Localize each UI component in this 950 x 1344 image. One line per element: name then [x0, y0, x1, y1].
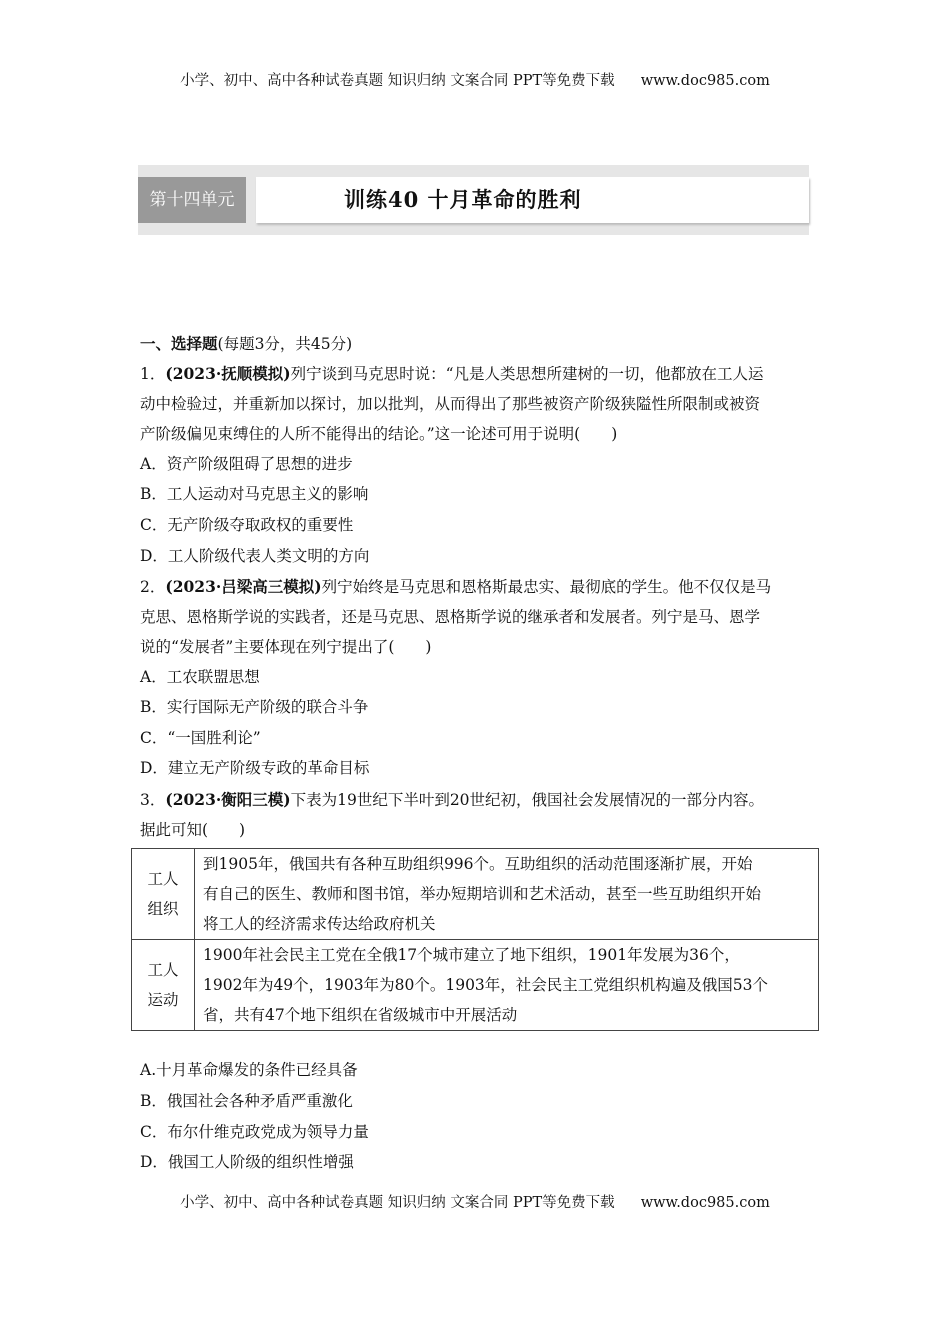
unit-label: 第十四单元	[138, 177, 246, 223]
option-d: D．工人阶级代表人类文明的方向	[140, 547, 370, 565]
row-content	[195, 940, 819, 1031]
q-num: 3．	[140, 791, 166, 809]
unit-banner	[138, 165, 809, 235]
q-source: (2023·吕梁高三模拟)	[165, 577, 322, 596]
option-b: B．工人运动对马克思主义的影响	[140, 485, 369, 503]
cell-line: 1902年为49个，1903年为80个。1903年，社会民主工党组织机构遍及俄国53个	[203, 976, 769, 994]
header-site-link[interactable]: www.doc985.com	[640, 73, 770, 89]
q-num: 1．	[140, 365, 166, 383]
q-source: (2023·抚顺模拟)	[165, 364, 291, 383]
question-1-line	[140, 364, 764, 384]
option-d: D．建立无产阶级专政的革命目标	[140, 759, 370, 777]
question-2-line	[140, 577, 771, 597]
option-d: D．俄国工人阶级的组织性增强	[140, 1153, 354, 1171]
cell-line: 将工人的经济需求传达给政府机关	[203, 915, 436, 933]
cell-line: 有自己的医生、教师和图书馆，举办短期培训和艺术活动，甚至一些互助组织开始	[203, 885, 762, 903]
q-text: 动中检验过，并重新加以探讨，加以批判，从而得出了那些被资产阶级狭隘性所限制或被资	[140, 395, 761, 413]
cell-line: 到1905年，俄国共有各种互助组织996个。互助组织的活动范围逐渐扩展，开始	[203, 855, 753, 873]
table-row	[132, 849, 819, 940]
footer-site-link[interactable]: www.doc985.com	[640, 1195, 770, 1211]
page-header	[0, 69, 950, 90]
q-text: 产阶级偏见束缚住的人所不能得出的结论。”这一论述可用于说明( )	[140, 425, 618, 443]
section-note: (每题3分，共45分)	[217, 335, 353, 353]
q-num: 2．	[140, 578, 166, 596]
page-footer	[0, 1191, 950, 1212]
q-text: 说的“发展者”主要体现在列宁提出了( )	[140, 638, 432, 656]
header-text: 小学、初中、高中各种试卷真题 知识归纳 文案合同 PPT等免费下载	[180, 73, 615, 89]
row-header-line: 工人	[147, 870, 179, 888]
option-c: C．布尔什维克政党成为领导力量	[140, 1123, 369, 1141]
q-text: 列宁始终是马克思和恩格斯最忠实、最彻底的学生。他不仅仅是马	[321, 578, 772, 596]
row-header-line: 工人	[147, 961, 179, 979]
option-b: B．实行国际无产阶级的联合斗争	[140, 698, 369, 716]
page-title: 训练40 十月革命的胜利	[344, 187, 582, 212]
row-content	[195, 849, 819, 940]
option-c: C．无产阶级夺取政权的重要性	[140, 516, 354, 534]
cell-line: 1900年社会民主工党在全俄17个城市建立了地下组织，1901年发展为36个，	[203, 946, 740, 964]
option-a: A．工农联盟思想	[140, 668, 260, 686]
row-header	[132, 849, 195, 940]
section-title: 一、选择题	[140, 334, 218, 353]
row-header-line: 运动	[147, 991, 179, 1009]
q-text: 列宁谈到马克思时说：“凡是人类思想所建树的一切，他都放在工人运	[290, 365, 764, 383]
row-header-line: 组织	[147, 900, 179, 918]
data-table	[131, 848, 819, 1031]
question-3-line	[140, 790, 764, 810]
section-heading	[140, 334, 352, 354]
option-b: B．俄国社会各种矛盾严重激化	[140, 1092, 353, 1110]
option-a: A.十月革命爆发的条件已经具备	[140, 1061, 358, 1079]
table-row	[132, 940, 819, 1031]
cell-line: 省，共有47个地下组织在省级城市中开展活动	[203, 1006, 518, 1024]
q-text: 克思、恩格斯学说的实践者，还是马克思、恩格斯学说的继承者和发展者。列宁是马、恩学	[140, 608, 761, 626]
option-c: C．“一国胜利论”	[140, 729, 261, 747]
q-text: 下表为19世纪下半叶到20世纪初，俄国社会发展情况的一部分内容。	[290, 791, 765, 809]
title-box	[256, 177, 809, 223]
row-header	[132, 940, 195, 1031]
option-a: A．资产阶级阻碍了思想的进步	[140, 455, 353, 473]
footer-text: 小学、初中、高中各种试卷真题 知识归纳 文案合同 PPT等免费下载	[180, 1195, 615, 1211]
q-source: (2023·衡阳三模)	[165, 790, 291, 809]
q-text: 据此可知( )	[140, 821, 246, 839]
